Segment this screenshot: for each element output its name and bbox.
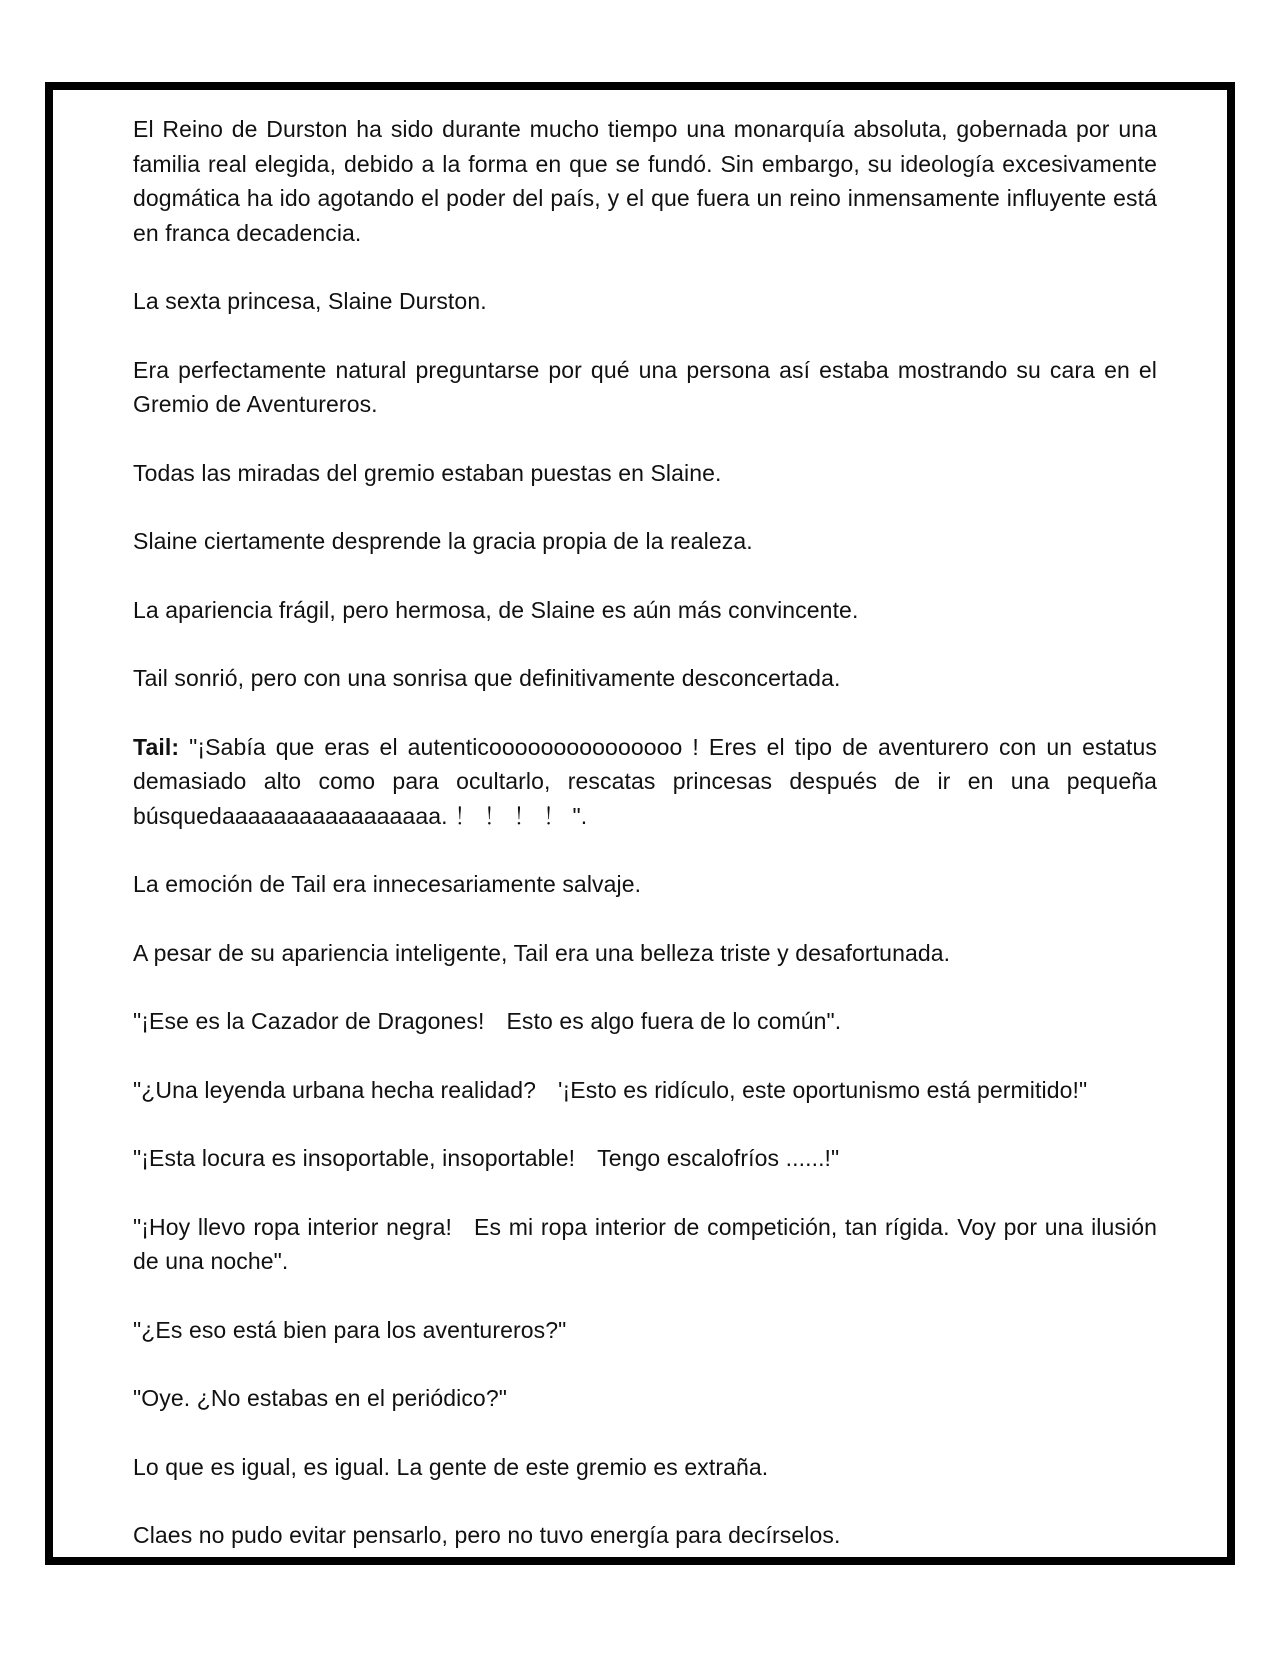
paragraph: La emoción de Tail era innecesariamente salvaje.: [133, 871, 642, 897]
quote-line: [133, 1004, 1157, 1039]
dialogue-text: "¡Sabía que eras el autenticooooooooooooooo ! Eres el tipo de aventurero con un estatus demasiado alto como para ocultarlo, rescatas princesas después de ir en una pequeña búsquedaaaaaaaaaaaaaaaaa. ！ ！ ！ ！ ".: [133, 733, 1157, 829]
quote-part: Es mi ropa interior de competición, tan rígida. Voy por una ilusión de una noche".: [133, 1213, 1158, 1274]
paragraph: Claes no pudo evitar pensarlo, pero no tuvo energía para decírselos.: [133, 1522, 841, 1548]
speaker-label: Tail:: [133, 733, 180, 760]
quote-part: Esto es algo fuera de lo común".: [506, 1008, 842, 1034]
quote-line: [133, 1141, 1157, 1176]
quote-part: "¡Ese es la Cazador de Dragones!: [133, 1008, 485, 1034]
quote-part: "¡Esta locura es insoportable, insoportable!: [133, 1145, 576, 1171]
document-body: [133, 112, 1157, 1587]
quote-part: Tengo escalofríos ......!": [597, 1145, 840, 1171]
quote-part: "¿Una leyenda urbana hecha realidad?: [133, 1076, 537, 1103]
paragraph: "¿Es eso está bien para los aventureros?": [133, 1316, 567, 1343]
quote-line: [133, 1210, 1157, 1279]
paragraph: A pesar de su apariencia inteligente, Tail era una belleza triste y desafortunada.: [133, 939, 951, 966]
dialogue-paragraph: [133, 730, 1157, 834]
paragraph: Slaine ciertamente desprende la gracia propia de la realeza.: [133, 528, 753, 554]
paragraph: Tail sonrió, pero con una sonrisa que definitivamente desconcertada.: [133, 665, 841, 691]
paragraph: Lo que es igual, es igual. La gente de este gremio es extraña.: [133, 1453, 769, 1480]
paragraph-intro: El Reino de Durston ha sido durante mucho tiempo una monarquía absoluta, gobernada por una familia real elegida, debido a la forma en que se fundó. Sin embargo, su ideología excesivamente dogmática ha ido agotando el poder del país, y el que fuera un reino inmensamente influyente está en franca decadencia.: [133, 116, 1157, 246]
paragraph: Todas las miradas del gremio estaban puestas en Slaine.: [133, 459, 722, 486]
page-border-frame: [45, 82, 1235, 1565]
paragraph: La apariencia frágil, pero hermosa, de Slaine es aún más convincente.: [133, 596, 859, 623]
quote-part: "¡Hoy llevo ropa interior negra!: [133, 1213, 452, 1240]
quote-line: [133, 1073, 1157, 1108]
paragraph: "Oye. ¿No estabas en el periódico?": [133, 1385, 507, 1411]
paragraph: La sexta princesa, Slaine Durston.: [133, 288, 487, 314]
quote-part: '¡Esto es ridículo, este oportunismo está permitido!": [558, 1076, 1088, 1103]
paragraph: Era perfectamente natural preguntarse por qué una persona así estaba mostrando su cara en el Gremio de Aventureros.: [133, 356, 1157, 417]
